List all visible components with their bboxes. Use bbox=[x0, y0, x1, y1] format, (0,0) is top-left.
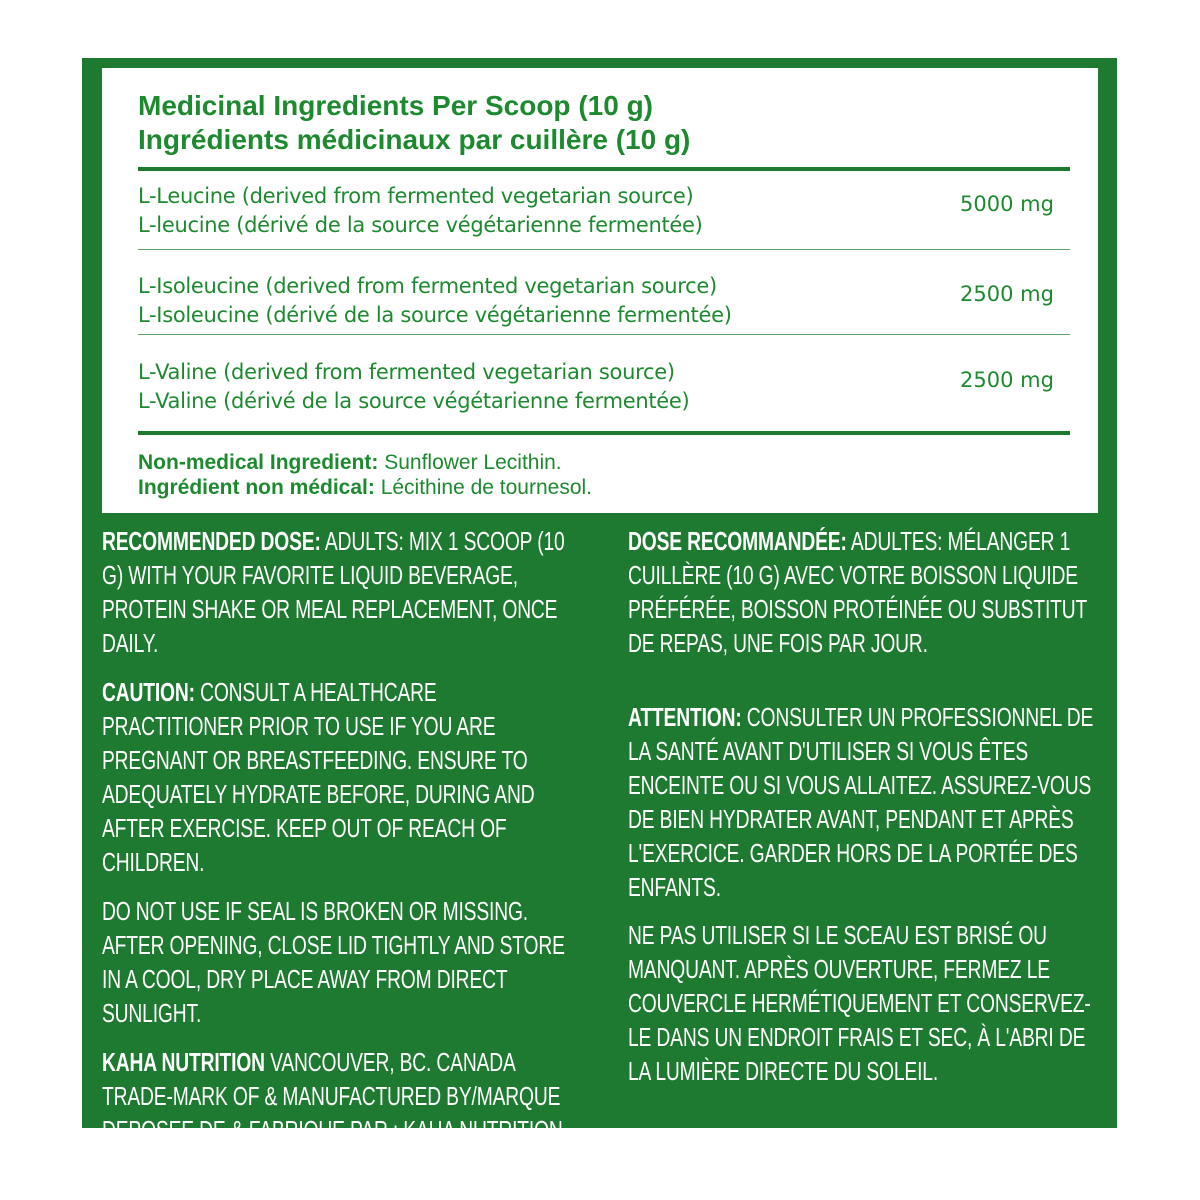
non-medical-value-en: Sunflower Lecithin. bbox=[384, 451, 562, 474]
recommended-dose-en bbox=[102, 524, 573, 660]
medicinal-ingredients-table bbox=[102, 68, 1098, 513]
ingredient-row-leucine bbox=[138, 182, 1070, 262]
ingredient-name-fr: L-Isoleucine (dérivé de la source végétarienne fermentée) bbox=[138, 303, 732, 327]
recommended-dose-fr bbox=[628, 524, 1099, 660]
non-medical-en bbox=[138, 450, 1058, 475]
ingredient-name bbox=[138, 182, 898, 240]
dose-label-en: RECOMMENDED DOSE: bbox=[102, 526, 321, 556]
row-divider bbox=[138, 249, 1070, 250]
dose-text-en: ADULTS: MIX 1 SCOOP (10 G) WITH YOUR FAVORITE LIQUID BEVERAGE, PROTEIN SHAKE OR MEAL REPLACEMENT, ONCE DAILY. bbox=[102, 526, 565, 658]
attention-fr bbox=[628, 700, 1099, 904]
ingredient-row-isoleucine bbox=[138, 272, 1070, 352]
non-medical-fr bbox=[138, 475, 1058, 500]
row-divider bbox=[138, 334, 1070, 335]
title-divider bbox=[138, 167, 1070, 171]
seal-warning-en: DO NOT USE IF SEAL IS BROKEN OR MISSING. AFTER OPENING, CLOSE LID TIGHTLY AND STORE IN A COOL, DRY PLACE AWAY FROM DIRECT SUNLIGHT. bbox=[102, 896, 565, 1028]
company-info-en bbox=[102, 1045, 573, 1181]
attention-label-fr: ATTENTION: bbox=[628, 702, 742, 732]
non-medical-value-fr: Lécithine de tournesol. bbox=[380, 476, 593, 499]
ingredient-name-fr: L-leucine (dérivé de la source végétarienne fermentée) bbox=[138, 213, 703, 237]
ingredient-name-en: L-Leucine (derived from fermented vegetarian source) bbox=[138, 184, 694, 208]
attention-text-fr: CONSULTER UN PROFESSIONNEL DE LA SANTÉ AVANT D'UTILISER SI VOUS ÊTES ENCEINTE OU SI VOUS ALLAITEZ. ASSUREZ-VOUS DE BIEN HYDRATER AVANT, PENDANT ET APRÈS L'EXERCICE. GARDER HORS DE LA PORTÉE DES ENFANTS. bbox=[628, 702, 1094, 902]
english-directions-column bbox=[102, 524, 573, 1196]
non-medical-label-fr: Ingrédient non médical: bbox=[138, 476, 375, 499]
ingredient-name-en: L-Valine (derived from fermented vegetarian source) bbox=[138, 360, 675, 384]
ingredient-name bbox=[138, 272, 898, 330]
seal-warning-fr: NE PAS UTILISER SI LE SCEAU EST BRISÉ OU MANQUANT. APRÈS OUVERTURE, FERMEZ LE COUVERCLE HERMÉTIQUEMENT ET CONSERVEZ-LE DANS UN ENDROIT FRAIS ET SEC, À L'ABRI DE LA LUMIÈRE DIRECTE DU SOLEIL. bbox=[628, 920, 1091, 1086]
table-title-fr: Ingrédients médicinaux par cuillère (10 g) bbox=[138, 124, 691, 155]
ingredient-amount: 2500 mg bbox=[960, 282, 1054, 306]
ingredient-amount: 2500 mg bbox=[960, 368, 1054, 392]
ingredient-row-valine bbox=[138, 358, 1070, 438]
french-directions-column bbox=[628, 524, 1099, 1103]
caution-en bbox=[102, 675, 573, 879]
caution-text-en: CONSULT A HEALTHCARE PRACTITIONER PRIOR TO USE IF YOU ARE PREGNANT OR BREASTFEEDING. ENSURE TO ADEQUATELY HYDRATE BEFORE, DURING AND AFTER EXERCISE. KEEP OUT OF REACH OF CHILDREN. bbox=[102, 677, 535, 877]
dose-text-fr: ADULTES: MÉLANGER 1 CUILLÈRE (10 G) AVEC VOTRE BOISSON LIQUIDE PRÉFÉRÉE, BOISSON PROTÉINÉE OU SUBSTITUT DE REPAS, UNE FOIS PAR JOUR. bbox=[628, 526, 1087, 658]
non-medical-ingredients bbox=[138, 450, 1058, 500]
ingredient-name-fr: L-Valine (dérivé de la source végétarienne fermentée) bbox=[138, 389, 690, 413]
non-medical-label-en: Non-medical Ingredient: bbox=[138, 451, 379, 474]
table-title bbox=[138, 89, 1038, 157]
table-title-en: Medicinal Ingredients Per Scoop (10 g) bbox=[138, 90, 653, 121]
caution-label-en: CAUTION: bbox=[102, 677, 195, 707]
ingredient-amount: 5000 mg bbox=[960, 192, 1054, 216]
company-text: VANCOUVER, BC. CANADA TRADE-MARK OF & MANUFACTURED BY/MARQUE DEPOSEE DE & FABRIQUE PAR : KAHA NUTRITION VANCOUVER, BC bbox=[102, 1047, 563, 1179]
dose-label-fr: DOSE RECOMMANDÉE: bbox=[628, 526, 847, 556]
ingredient-name bbox=[138, 358, 898, 416]
product-label-panel bbox=[82, 58, 1117, 1179]
table-bottom-divider bbox=[138, 431, 1070, 435]
ingredient-name-en: L-Isoleucine (derived from fermented vegetarian source) bbox=[138, 274, 717, 298]
company-label: KAHA NUTRITION bbox=[102, 1047, 265, 1077]
